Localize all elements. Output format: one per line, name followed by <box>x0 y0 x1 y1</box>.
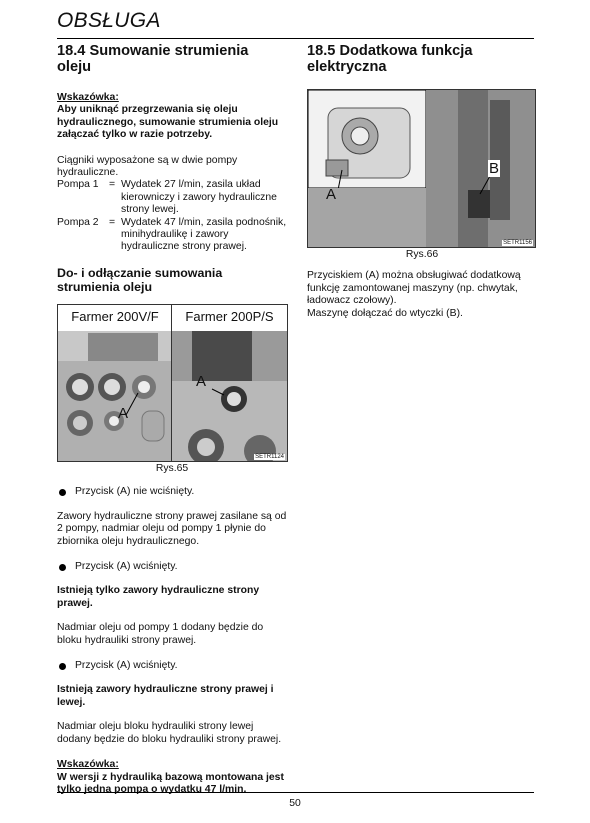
section-heading-18-4: 18.4 Sumowanie strumienia oleju <box>57 43 249 75</box>
panel-title-200ps: Farmer 200P/S <box>185 309 274 324</box>
note-text: Aby uniknąć przegrzewania się oleju hydraulicznego, sumowanie strumienia oleju załączać tylko w razie potrzeby. <box>57 104 279 141</box>
header-rule <box>57 38 534 39</box>
note-label: Wskazówka: <box>57 92 119 103</box>
left-column-lower <box>57 463 287 796</box>
bold-paragraph-3: Istnieją zawory hydrauliczne strony prawej i lewej. <box>57 684 274 708</box>
photo-farmer-200ps <box>171 304 288 462</box>
section-heading-18-5: 18.5 Dodatkowa funkcja elektryczna <box>307 43 473 75</box>
figure-code-66: SETR1156 <box>503 240 532 246</box>
photo-electrical-function <box>307 89 536 248</box>
pumps-intro: Ciągniki wyposażone są w dwie pompy hydrauliczne. <box>57 154 238 179</box>
note-text-2: W wersji z hydrauliką bazową montowana jest tylko jedna pompa o wydatku 47 l/min. <box>57 771 284 795</box>
paragraph-2: Nadmiar oleju od pompy 1 dodany będzie do bloku hydrauliki strony prawej. <box>57 622 264 646</box>
pump-row-2: Pompa 2 = Wydatek 47 l/min, zasila podnośnik, minihydraulikę i zawory hydrauliczne strony prawej. <box>57 216 287 253</box>
hydraulic-button-illustration <box>172 305 287 461</box>
paragraph-electrical-2: Maszynę dołączać do wtyczki (B). <box>307 307 463 319</box>
page-header-title: OBSŁUGA <box>57 9 161 32</box>
bold-paragraph-2: Istnieją tylko zawory hydrauliczne strony prawej. <box>57 585 260 609</box>
paragraph-electrical-1: Przyciskiem (A) można obsługiwać dodatkową funkcję zamontowanej maszyny (np. chwytak, ładowacz czołowy). <box>307 270 521 307</box>
paragraph-3: Nadmiar oleju bloku hydrauliki strony lewej dodany będzie do bloku hydrauliki strony prawej. <box>57 721 282 745</box>
bullet-dot-icon <box>59 564 66 571</box>
right-column-lower <box>307 249 537 320</box>
bullet-item-2: Przycisk (A) wciśnięty. <box>57 561 287 573</box>
paragraph-1: Zawory hydrauliczne strony prawej zasilane są od 2 pompy, nadmiar oleju od pompy 1 płynie do zbiornika oleju hydraulicznego. <box>57 510 287 547</box>
bullet-dot-icon <box>59 489 66 496</box>
figure-code-65: SETR1124 <box>255 454 284 460</box>
label-a-electrical: A <box>326 186 337 203</box>
figure-caption-66: Rys.66 <box>405 249 439 260</box>
left-column <box>57 43 287 294</box>
hydraulic-panel-illustration <box>58 305 172 461</box>
bullet-item-1: Przycisk (A) nie wciśnięty. <box>57 486 287 498</box>
footer-rule <box>57 792 534 793</box>
figure-caption-65: Rys.65 <box>155 463 189 474</box>
page-number: 50 <box>289 798 301 809</box>
note-label-2: Wskazówka: <box>57 759 119 771</box>
label-b-socket: B <box>489 160 500 177</box>
label-a-left: A <box>118 405 129 422</box>
photo-farmer-200vf <box>57 304 173 462</box>
right-column <box>307 43 537 75</box>
label-a-right: A <box>196 373 207 390</box>
bullet-dot-icon <box>59 663 66 670</box>
bullet-item-3: Przycisk (A) wciśnięty. <box>57 660 287 672</box>
joystick-socket-illustration <box>308 90 535 247</box>
pump-row-1: Pompa 1 = Wydatek 27 l/min, zasila układ kierowniczy i zawory hydrauliczne strony lewej. <box>57 179 277 216</box>
panel-title-200vf: Farmer 200V/F <box>71 309 159 324</box>
subsection-heading: Do- i odłączanie sumowania strumienia oleju <box>57 265 223 294</box>
